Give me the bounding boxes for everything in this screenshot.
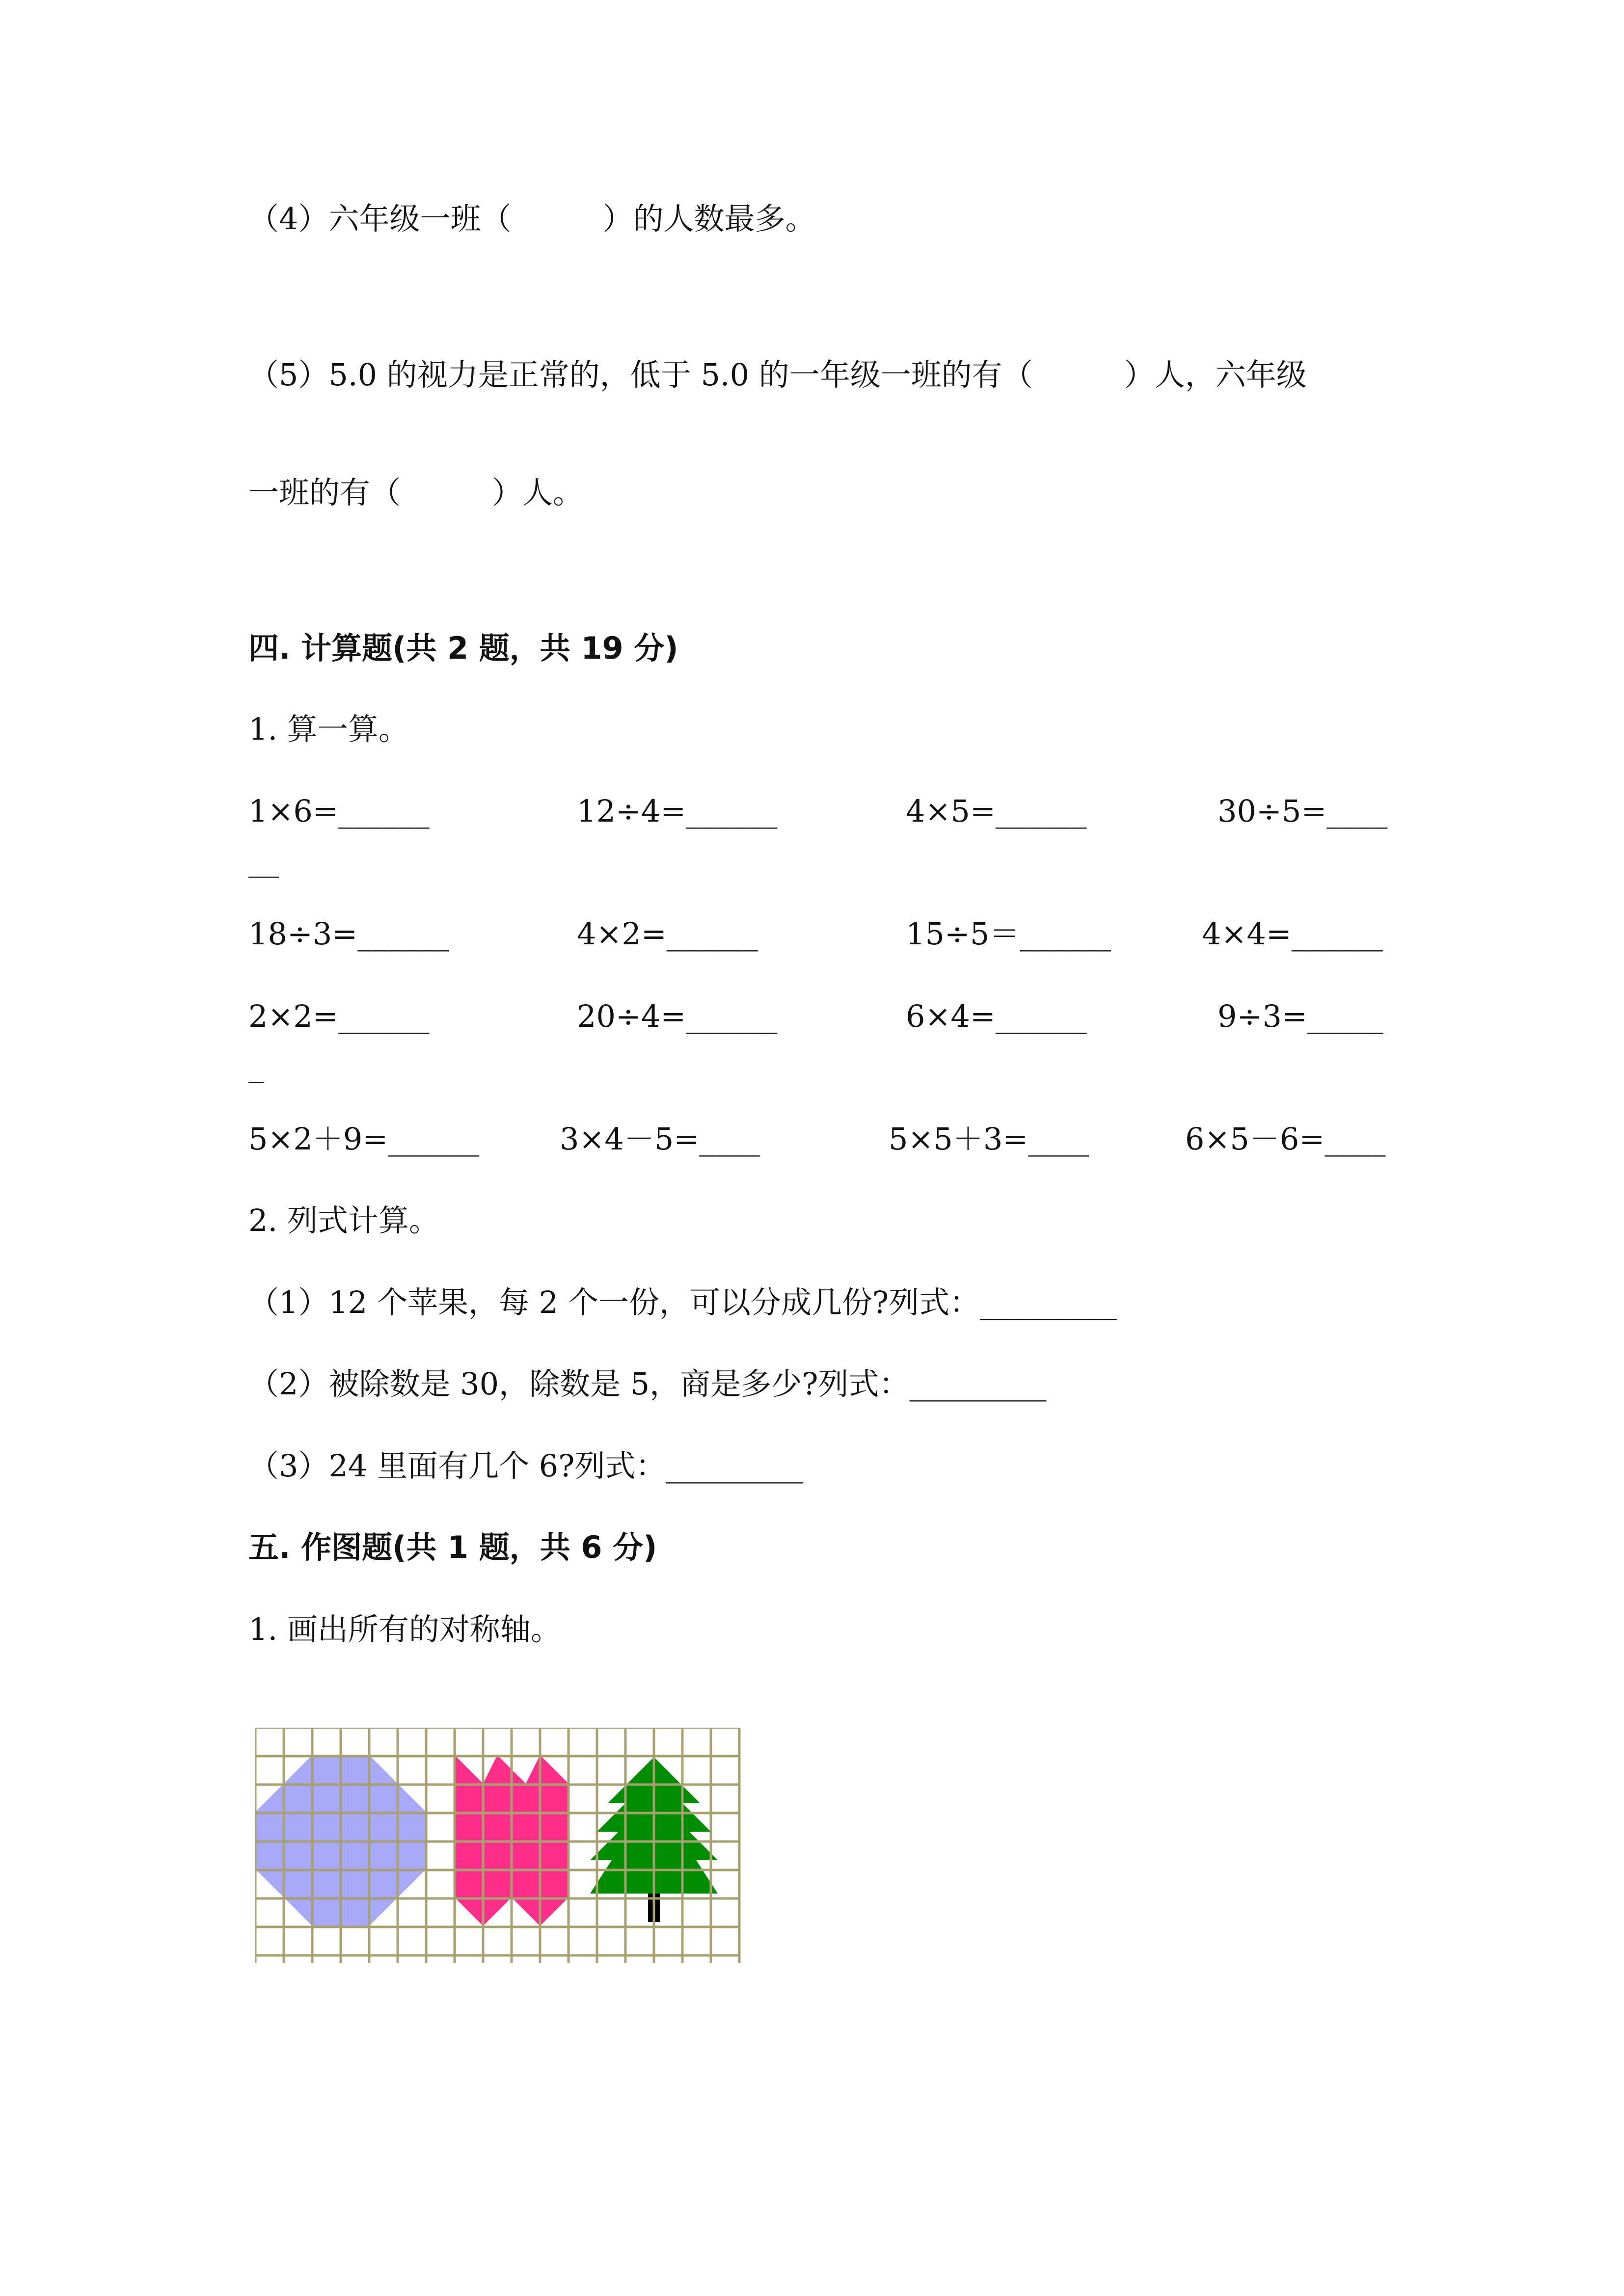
calc-q2-title: 2. 列式计算。 [248, 1202, 439, 1238]
calc-wrap: _ [248, 1047, 264, 1083]
calc-item: 4×4=______ [1202, 916, 1383, 952]
calc-item: 30÷5=____ [1218, 793, 1388, 829]
calc-item: 5×5＋3=____ [889, 1121, 1089, 1157]
calc-item: 20÷4=______ [577, 998, 778, 1034]
calc-item: 15÷5＝______ [906, 916, 1111, 952]
calc-item: 5×2＋9=______ [248, 1121, 480, 1157]
calc-item: 18÷3=______ [248, 916, 449, 952]
word-problem: （3）24 里面有几个 6?列式：_________ [248, 1448, 803, 1484]
calc-wrap: __ [248, 842, 279, 878]
calc-item: 6×4=______ [906, 998, 1087, 1034]
calc-item: 6×5－6=____ [1185, 1121, 1386, 1157]
question-4: （4）六年级一班（ ）的人数最多。 [248, 201, 816, 237]
calc-item: 9÷3=_____ [1218, 998, 1383, 1034]
question-5-line1: （5）5.0 的视力是正常的，低于 5.0 的一年级一班的有（ ）人，六年级 [248, 357, 1307, 393]
section-4-title: 四. 计算题(共 2 题，共 19 分) [248, 630, 678, 666]
calc-item: 12÷4=______ [577, 793, 778, 829]
symmetry-grid-figure [255, 1728, 766, 1973]
word-problem: （2）被除数是 30，除数是 5，商是多少?列式：_________ [248, 1366, 1047, 1402]
section-5-title: 五. 作图题(共 1 题，共 6 分) [248, 1529, 657, 1565]
calc-q1-title: 1. 算一算。 [248, 711, 409, 747]
question-5-line2: 一班的有（ ）人。 [248, 475, 584, 510]
calc-item: 3×4－5=____ [560, 1121, 760, 1157]
calc-item: 4×5=______ [906, 793, 1087, 829]
word-problem: （1）12 个苹果，每 2 个一份，可以分成几份?列式：_________ [248, 1284, 1117, 1320]
calc-item: 4×2=______ [577, 916, 758, 952]
calc-item: 2×2=______ [248, 998, 430, 1034]
drawing-q1-title: 1. 画出所有的对称轴。 [248, 1611, 561, 1647]
calc-item: 1×6=______ [248, 793, 430, 829]
